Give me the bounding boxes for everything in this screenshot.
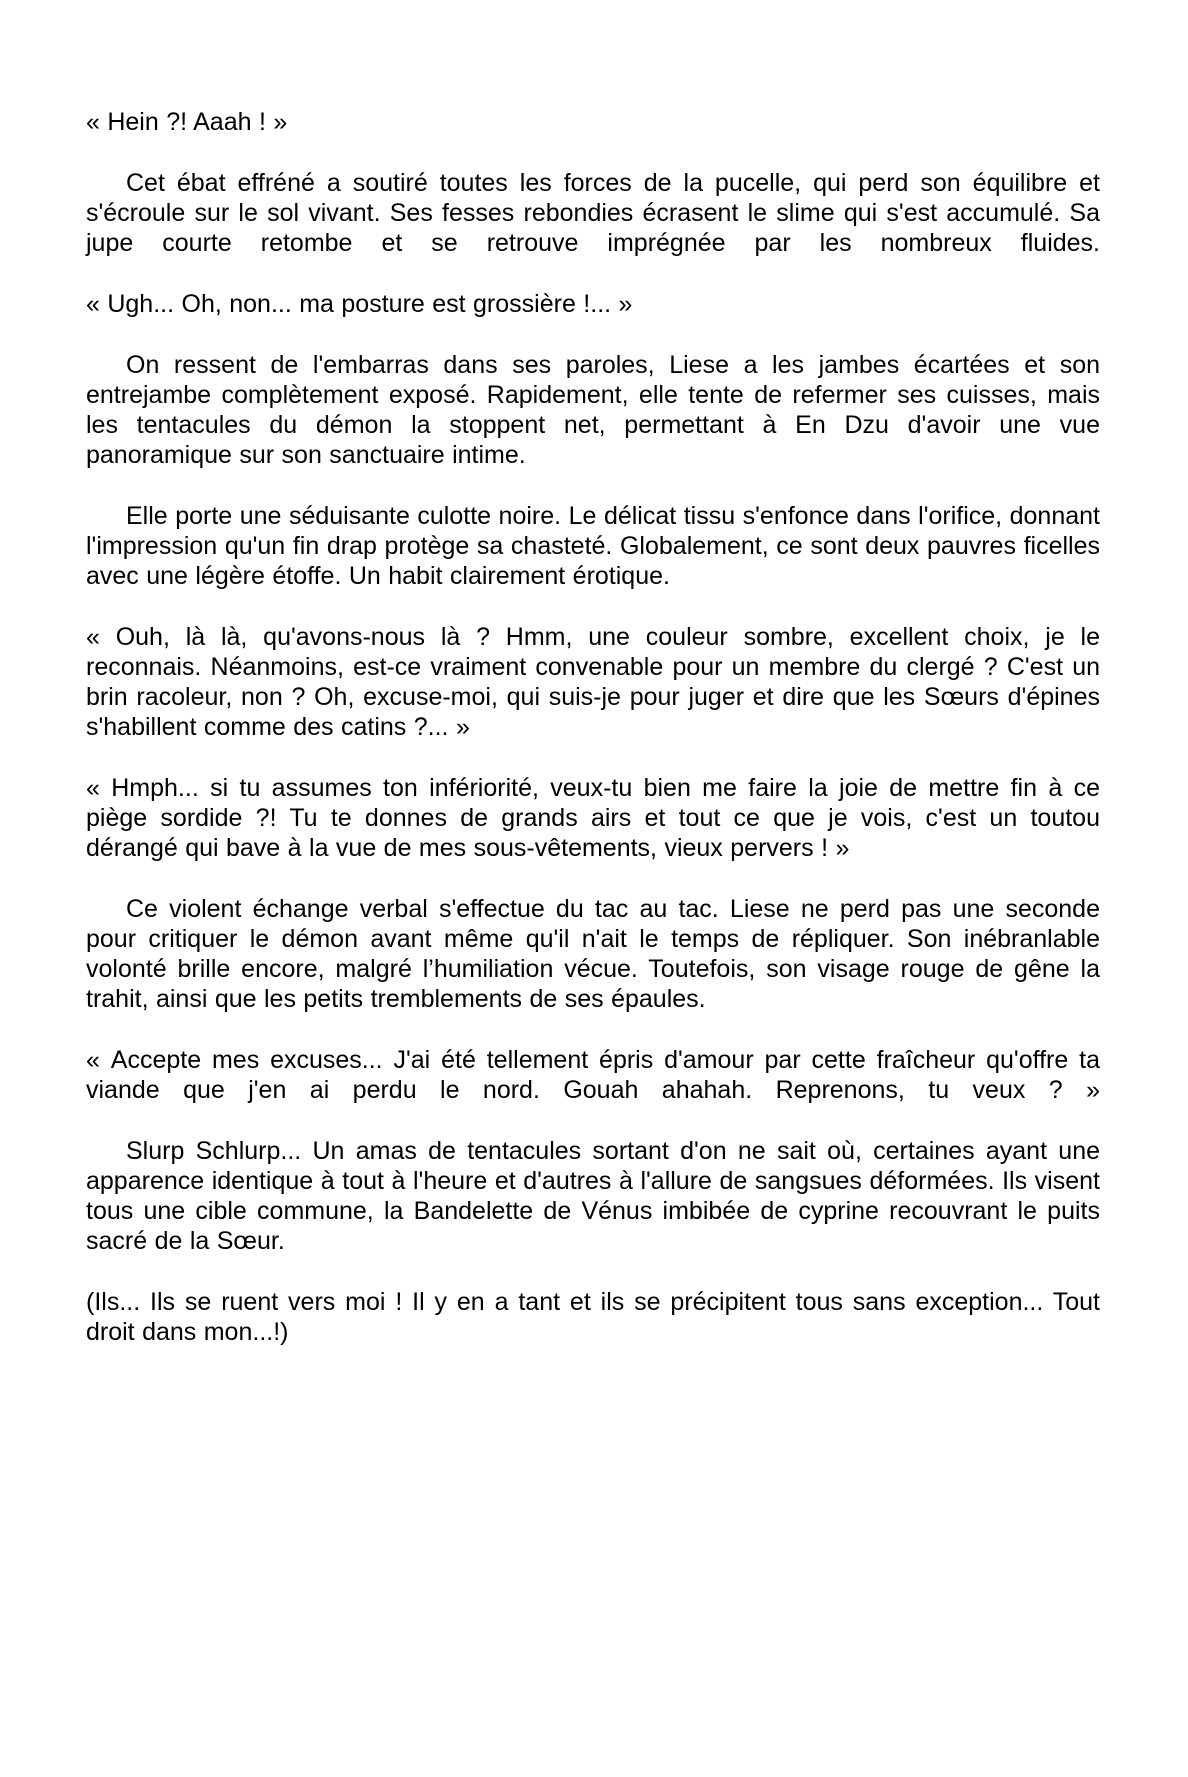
paragraph: Ce violent échange verbal s'effectue du tac au tac. Liese ne perd pas une seconde pour critiquer le démon avant même qu'il n'ait le temps de répliquer. Son inébranlable volonté brille encore, malgré l’humiliation vécue. Toutefois, son visage rouge de gêne la trahit, ainsi que les petits tremblements de ses épaules. [86,895,1100,1013]
paragraph: Elle porte une séduisante culotte noire. Le délicat tissu s'enfonce dans l'orifice, donnant l'impression qu'un fin drap protège sa chasteté. Globalement, ce sont deux pauvres ficelles avec une légère étoffe. Un habit clairement érotique. [86,502,1100,590]
paragraph: « Accepte mes excuses... J'ai été tellement épris d'amour par cette fraîcheur qu'offre ta viande que j'en ai perdu le nord. Gouah ahahah. Reprenons, tu veux ? » [86,1046,1100,1104]
paragraph: Slurp Schlurp... Un amas de tentacules sortant d'on ne sait où, certaines ayant une apparence identique à tout à l'heure et d'autres à l'allure de sangsues déformées. Ils visent tous une cible commune, la Bandelette de Vénus imbibée de cyprine recouvrant le puits sacré de la Sœur. [86,1137,1100,1255]
paragraph: « Ugh... Oh, non... ma posture est grossière !... » [86,290,633,318]
paragraph: « Hmph... si tu assumes ton infériorité, veux-tu bien me faire la joie de mettre fin à ce piège sordide ?! Tu te donnes de grands airs et tout ce que je vois, c'est un toutou dérangé qui bave à la vue de mes sous-vêtements, vieux pervers ! » [86,774,1100,862]
paragraph: (Ils... Ils se ruent vers moi ! Il y en a tant et ils se précipitent tous sans exception... Tout droit dans mon...!) [86,1288,1100,1346]
paragraph: « Ouh, là là, qu'avons-nous là ? Hmm, une couleur sombre, excellent choix, je le reconnais. Néanmoins, est-ce vraiment convenable pour un membre du clergé ? C'est un brin racoleur, non ? Oh, excuse-moi, qui suis-je pour juger et dire que les Sœurs d'épines s'habillent comme des catins ?... » [86,623,1100,741]
paragraph: « Hein ?! Aaah ! » [86,108,288,136]
paragraph: On ressent de l'embarras dans ses paroles, Liese a les jambes écartées et son entrejambe complètement exposé. Rapidement, elle tente de refermer ses cuisses, mais les tentacules du démon la stoppent net, permettant à En Dzu d'avoir une vue panoramique sur son sanctuaire intime. [86,351,1100,469]
paragraph: Cet ébat effréné a soutiré toutes les forces de la pucelle, qui perd son équilibre et s'écroule sur le sol vivant. Ses fesses rebondies écrasent le slime qui s'est accumulé. Sa jupe courte retombe et se retrouve imprégnée par les nombreux fluides. [86,169,1100,257]
